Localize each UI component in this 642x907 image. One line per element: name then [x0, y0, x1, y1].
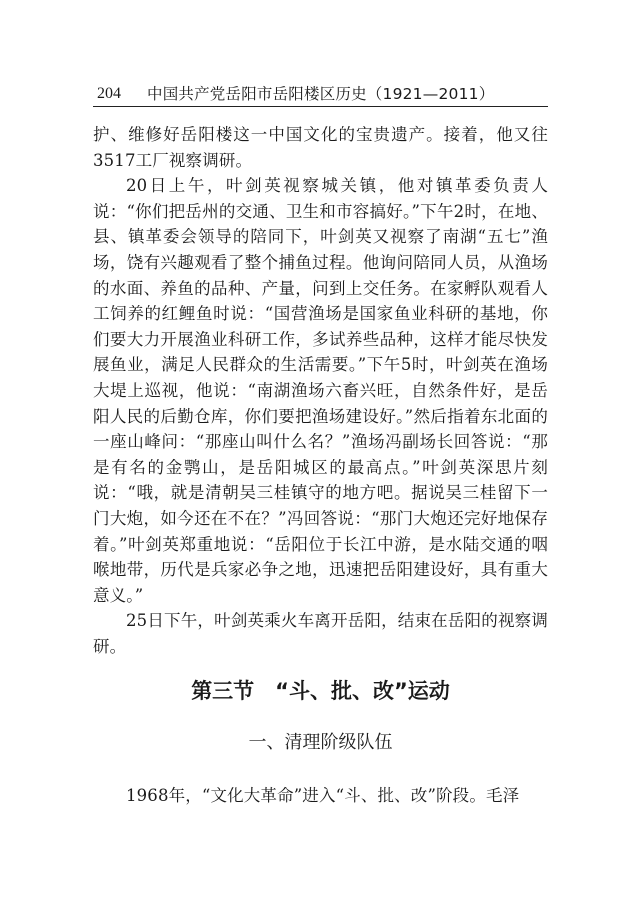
- page-header: [93, 84, 548, 107]
- paragraph-departure: 25日下午，叶剑英乘火车离开岳阳，结束在岳阳的视察调研。: [93, 611, 548, 656]
- paragraph-continued: 护、维修好岳阳楼这一中国文化的宝贵遗产。接着，他又往3517工厂视察调研。: [93, 125, 548, 170]
- paragraph-1968: 1968年，“文化大革命”进入“斗、批、改”阶段。毛泽: [126, 786, 520, 805]
- running-title: 中国共产党岳阳市岳阳楼区历史（1921—2011）: [147, 85, 495, 103]
- subsection-heading: 一、清理阶级队伍: [248, 732, 393, 753]
- section-heading: 第三节 “斗、批、改”运动: [191, 679, 450, 703]
- section-first-paragraph: [93, 783, 548, 809]
- paragraph-inspection-fishery: 20日上午，叶剑英视察城关镇，他对镇革委负责人说：“你们把岳州的交通、卫生和市容搞好。”下午2时，在地、县、镇革委会领导的陪同下，叶剑英又视察了南湖“五七”渔场，饶有兴趣观看了整个捕鱼过程。他询问陪同人员，从渔场的水面、养鱼的品种、产量，问到上交任务。在家孵队观看人工饲养的红鲤鱼时说：“国营渔场是国家鱼业科研的基地，你们要大力开展渔业科研工作，多试养些品种，这样才能尽快发展鱼业，满足人民群众的生活需要。”下午5时，叶剑英在渔场大堤上巡视，他说：“南湖渔场六畜兴旺，自然条件好，是岳阳人民的后勤仓库，你们要把渔场建设好。”然后指着东北面的一座山峰问：“那座山叫什么名？”渔场冯副场长回答说：“那是有名的金鹗山，是岳阳城区的最高点。”叶剑英深思片刻说：“哦，就是清朝吴三桂镇守的地方吧。据说吴三桂留下一门大炮，如今还在不在？”冯回答说：“那门大炮还完好地保存着。”叶剑英郑重地说：“岳阳位于长江中游，是水陆交通的咽喉地带，历代是兵家必争之地，迅速把岳阳建设好，具有重大意义。”: [93, 176, 548, 605]
- page-number: 204: [97, 85, 121, 102]
- body-text: [93, 122, 548, 659]
